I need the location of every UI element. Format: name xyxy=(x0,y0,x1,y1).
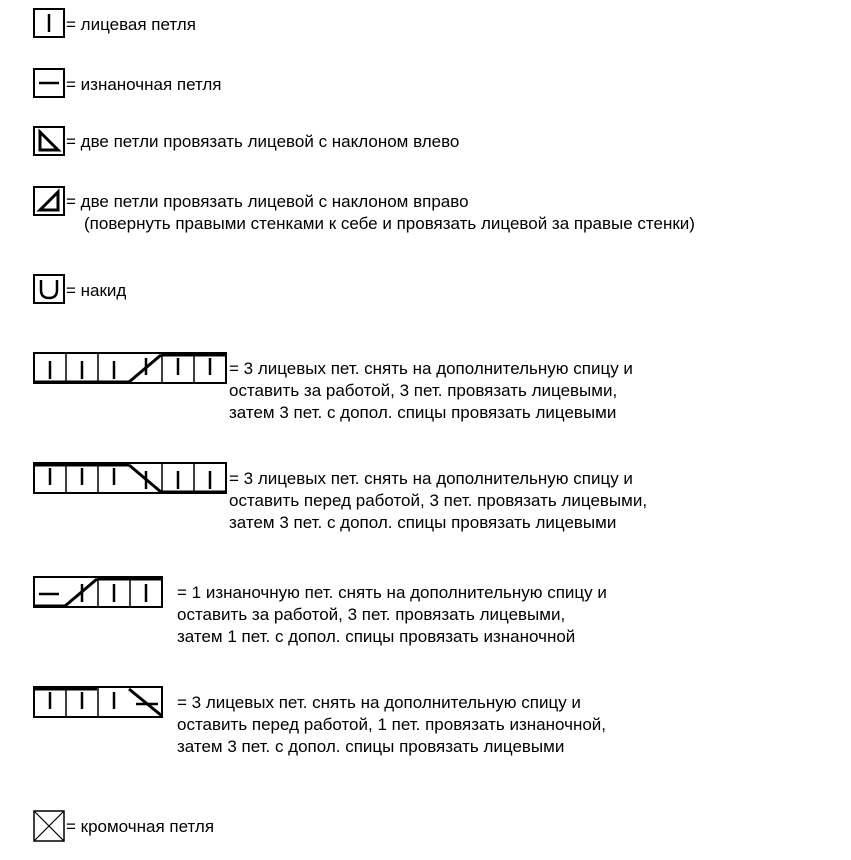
yarn-over-icon xyxy=(33,274,65,304)
legend-item-yarn-over xyxy=(66,280,126,302)
cable-3-3-left-icon xyxy=(33,462,227,494)
legend-text: затем 3 пет. с допол. спицы провязать лицевыми xyxy=(229,403,617,422)
legend-text: = 3 лицевых пет. снять на дополнительную спицу и xyxy=(177,693,581,712)
legend-text: = две петли провязать лицевой с наклоном вправо xyxy=(66,192,469,211)
purl-stitch-icon xyxy=(33,68,65,98)
cable-3-3-right-icon xyxy=(33,352,227,384)
cross-1purl-3knit-back-icon xyxy=(33,576,163,608)
k2tog-left-icon xyxy=(33,126,65,156)
legend-text: = две петли провязать лицевой с наклоном влево xyxy=(66,132,460,151)
legend-text: = кромочная петля xyxy=(66,817,215,836)
legend-text: оставить за работой, 3 пет. провязать лицевыми, xyxy=(229,381,618,400)
legend-text: = накид xyxy=(66,281,127,300)
legend-text: оставить за работой, 3 пет. провязать лицевыми, xyxy=(177,605,566,624)
legend-text: затем 3 пет. с допол. спицы провязать лицевыми xyxy=(229,513,617,532)
legend-text: оставить перед работой, 3 пет. провязать лицевыми, xyxy=(229,491,648,510)
legend-text: = 1 изнаночную пет. снять на дополнительную спицу и xyxy=(177,583,607,602)
legend-item-purl xyxy=(66,74,222,96)
legend-text: затем 1 пет. с допол. спицы провязать изнаночной xyxy=(177,627,576,646)
legend-item-selvage xyxy=(66,816,214,838)
legend-text: = лицевая петля xyxy=(66,15,196,34)
legend-text: = 3 лицевых пет. снять на дополнительную спицу и xyxy=(229,359,633,378)
selvage-stitch-icon xyxy=(33,810,65,842)
legend-text: = 3 лицевых пет. снять на дополнительную спицу и xyxy=(229,469,633,488)
knit-stitch-icon xyxy=(33,8,65,38)
legend-item-cable-left xyxy=(229,468,647,534)
legend-item-knit xyxy=(66,14,196,36)
k2tog-right-icon xyxy=(33,186,65,216)
legend-text: = изнаночная петля xyxy=(66,75,222,94)
legend-item-cross-front xyxy=(177,692,606,758)
legend-text: (повернуть правыми стенками к себе и провязать лицевой за правые стенки) xyxy=(84,214,695,233)
cross-3knit-1purl-front-icon xyxy=(33,686,163,718)
legend-text: затем 3 пет. с допол. спицы провязать лицевыми xyxy=(177,737,565,756)
legend-item-cross-back xyxy=(177,582,607,648)
legend-item-k2tog-left xyxy=(66,131,459,153)
legend-text: оставить перед работой, 1 пет. провязать изнаночной, xyxy=(177,715,607,734)
legend-item-cable-right xyxy=(229,358,633,424)
legend-item-k2tog-right xyxy=(66,191,695,235)
